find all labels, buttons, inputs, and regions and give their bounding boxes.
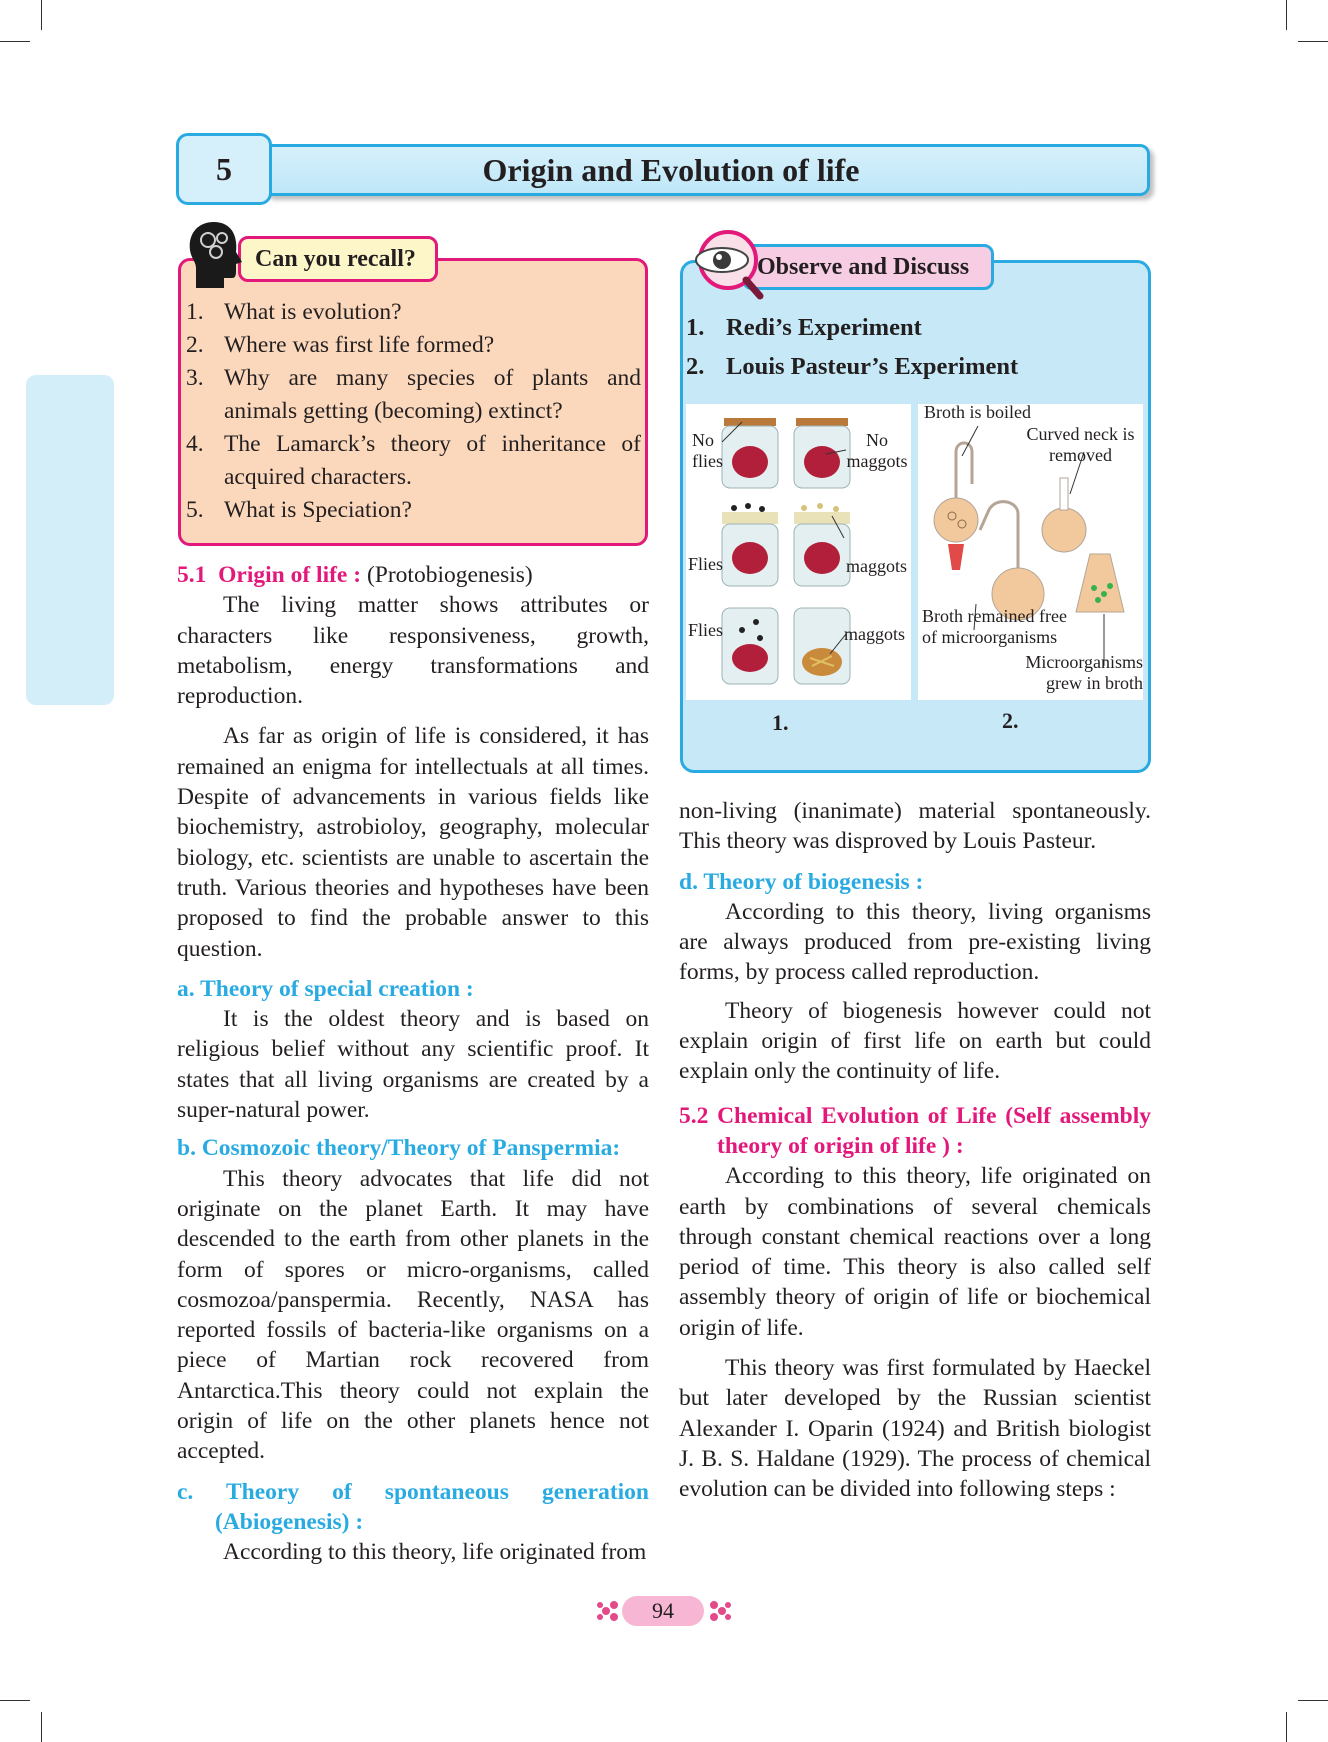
eye-magnifier-icon (684, 228, 770, 300)
figure-number: 2. (1002, 708, 1019, 733)
list-item: 5. What is Speciation? (186, 497, 412, 523)
recall-heading: Can you recall? (238, 236, 438, 282)
label-broth-free: Broth remained free of microorganisms (922, 606, 1067, 647)
recall-list (186, 296, 641, 527)
crop-mark (1286, 0, 1287, 30)
subsection-heading: b. Cosmozoic theory/Theory of Panspermia: (177, 1135, 621, 1162)
crop-mark (1286, 1712, 1287, 1742)
crop-mark (41, 0, 42, 30)
label-maggots: maggots (844, 624, 905, 644)
paragraph: This theory was first formulated by Haeckel but later developed by the Russian scientist Alexander I. Oparin (1924) and British biologist J. B. S. Haldane (1929). The process of chemical evolution can be divided into following steps : (679, 1355, 1151, 1503)
label-microorganisms-grew: Microorganisms grew in broth (1025, 652, 1143, 693)
figure-number: 1. (772, 710, 789, 735)
paragraph: non-living (inanimate) material spontaneously. This theory was disproved by Louis Pasteur. (679, 798, 1151, 855)
label-curved-neck: Curved neck is removed (1026, 424, 1135, 465)
chapter-number: 5 (176, 133, 272, 205)
crop-mark (1298, 1700, 1328, 1701)
observe-list (686, 308, 1018, 386)
observe-heading: Observe and Discuss (742, 244, 994, 290)
list-item: 4. The Lamarck’s theory of inheritance of acquired characters. (186, 431, 641, 490)
subsection-heading: a. Theory of special creation : (177, 975, 474, 1002)
list-item: 1. Redi’s Experiment (686, 314, 922, 341)
label-no-flies: No flies (692, 430, 723, 471)
section-heading: 5.1 Origin of life : (Protobiogenesis) (177, 562, 533, 588)
label-broth-boiled: Broth is boiled (924, 402, 1031, 422)
chapter-title: Origin and Evolution of life (262, 144, 1150, 196)
label-flies: Flies (688, 554, 724, 574)
paragraph: According to this theory, life originated on earth by combinations of several chemicals through constant chemical reactions over a long period of time. This theory is also called self assembly theory of origin of life or biochemical origin of life. (679, 1163, 1151, 1341)
list-item: 2. Louis Pasteur’s Experiment (686, 353, 1019, 380)
paragraph: This theory advocates that life did not originate on the planet Earth. It may have descended to the earth from other planets in the form of spores or micro-organisms, called cosmozoa/panspermia. Recently, NASA has reported fossils of bacteria-like organisms on a piece of Martian rock recovered from Antarctica.This theory could not explain the origin of life on the other planets hence not accepted. (177, 1165, 649, 1465)
subsection-heading: c. Theory of spontaneous generation (Abiogenesis) : (177, 1478, 649, 1535)
page-number: 94 (622, 1596, 704, 1626)
paragraph: As far as origin of life is considered, it has remained an enigma for intellectuals at all times. Despite of advancements in various fields like biochemistry, astrobioloy, geography, molecular biology, etc. scientists are unable to ascertain the truth. Various theories and hypotheses have been proposed to find the probable answer to this question. (177, 723, 649, 962)
crop-mark (1298, 41, 1328, 42)
right-column (679, 796, 1151, 1505)
paragraph: Theory of biogenesis however could not explain origin of first life on earth but could explain only the continuity of life. (679, 997, 1151, 1085)
label-maggots: maggots (846, 556, 907, 576)
label-no-maggots: No maggots (846, 430, 908, 471)
side-tab (26, 375, 114, 705)
paragraph: According to this theory, living organisms are always produced from pre-existing living forms, by process called reproduction. (679, 898, 1151, 986)
paragraph: It is the oldest theory and is based on religious belief without any scientific proof. It states that all living organisms are created by a super-natural power. (177, 1006, 649, 1124)
label-flies: Flies (688, 620, 724, 640)
section-heading: 5.2 Chemical Evolution of Life (Self assembly theory of origin of life ) : (679, 1102, 1151, 1159)
paragraph: According to this theory, life originated from (223, 1539, 647, 1566)
subsection-heading: d. Theory of biogenesis : (679, 868, 924, 895)
list-item: 3. Why are many species of plants and animals getting (becoming) extinct? (186, 365, 641, 424)
crop-mark (0, 1700, 30, 1701)
thinking-head-icon (184, 218, 246, 290)
redi-experiment-figure (686, 404, 911, 700)
list-item: 1. What is evolution? (186, 299, 402, 325)
list-item: 2. Where was first life formed? (186, 332, 495, 358)
left-column (177, 560, 649, 1568)
pasteur-experiment-figure (918, 404, 1143, 700)
crop-mark (0, 41, 30, 42)
crop-mark (41, 1712, 42, 1742)
paragraph: The living matter shows attributes or characters like responsiveness, growth, metabolism, energy transformations and reproduction. (177, 592, 649, 710)
